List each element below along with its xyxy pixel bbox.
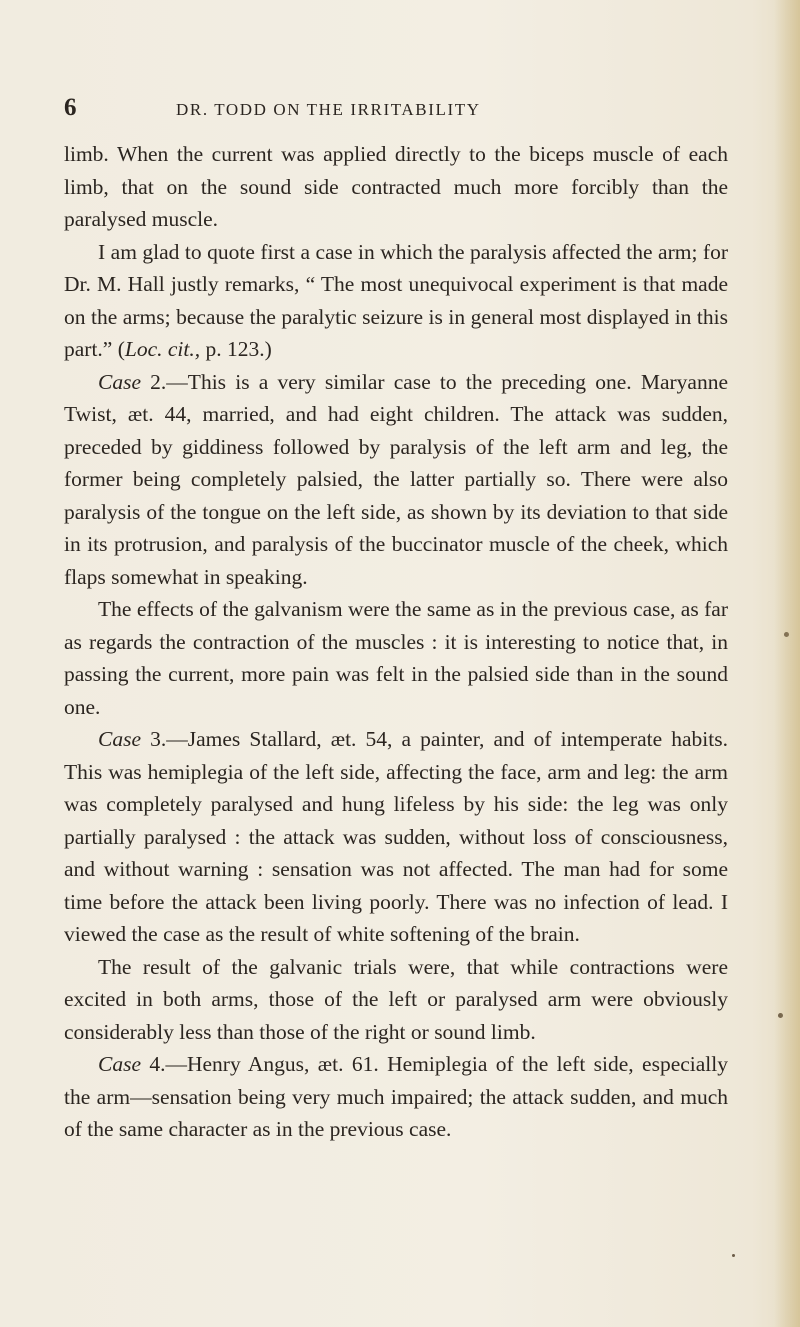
case-label: Case bbox=[98, 369, 141, 394]
paragraph-text: p. 123.) bbox=[200, 337, 272, 361]
paragraph-text: The effects of the galvanism were the same as in the previous case, as far as regards the contraction of the muscles : it is interesting to notice that, in passing the current, more pain was felt in the palsied side than in the sound one. bbox=[64, 597, 728, 719]
paragraph bbox=[64, 1048, 728, 1146]
paper-speck bbox=[732, 1254, 735, 1257]
paragraph-text: limb. When the current was applied directly to the biceps muscle of each limb, that on the sound side contracted much more forcibly than the paralysed muscle. bbox=[64, 142, 728, 231]
paragraph bbox=[64, 723, 728, 951]
paragraph-text: I am glad to quote first a case in which the paralysis affected the arm; for Dr. M. Hall justly remarks, “ The most unequivocal experiment is that made on the arms; because the paralytic seizure is in general most displayed in this part.” ( bbox=[64, 239, 728, 361]
paragraph-text: 2.—This is a very similar case to the preceding one. Maryanne Twist, æt. 44, married, and had eight children. The attack was sudden, preceded by giddiness followed by paralysis of the left arm and leg, the former being completely palsied, the latter partially so. There were also paralysis of the tongue on the left side, as shown by its deviation to that side in its protrusion, and paralysis of the buccinator muscle of the cheek, which flaps somewhat in speaking. bbox=[64, 369, 728, 589]
paragraph bbox=[64, 138, 728, 236]
case-label: Case bbox=[98, 1052, 141, 1076]
paragraph bbox=[64, 236, 728, 366]
paragraph-text: 3.—James Stallard, æt. 54, a painter, and of intemperate habits. This was hemiplegia of the left side, affecting the face, arm and leg: the arm was completely paralysed and hung lifeless by his side: the leg was only partially paralysed : the attack was sudden, without loss of consciousness, and without warning : sensation was not affected. The man had for some time before the attack been living poorly. There was no infection of lead. I viewed the case as the result of white softening of the brain. bbox=[64, 727, 728, 946]
body-text bbox=[64, 138, 728, 1146]
paragraph bbox=[64, 951, 728, 1049]
paragraph-text: The result of the galvanic trials were, that while contractions were excited in both arms, those of the left or paralysed arm were obviously considerably less than those of the right or sound limb. bbox=[64, 954, 728, 1044]
page-edge-shadow bbox=[774, 0, 800, 1327]
paragraph bbox=[64, 366, 728, 594]
page-number: 6 bbox=[64, 94, 77, 121]
citation: Loc. cit., bbox=[124, 337, 201, 361]
paragraph-text: 4.—Henry Angus, æt. 61. Hemiplegia of the left side, especially the arm—sensation being very much impaired; the attack sudden, and much of the same character as in the previous case. bbox=[64, 1052, 728, 1141]
paragraph bbox=[64, 593, 728, 723]
running-head: DR. TODD ON THE IRRITABILITY bbox=[176, 100, 481, 119]
case-label: Case bbox=[98, 727, 141, 751]
page-header bbox=[64, 94, 724, 124]
